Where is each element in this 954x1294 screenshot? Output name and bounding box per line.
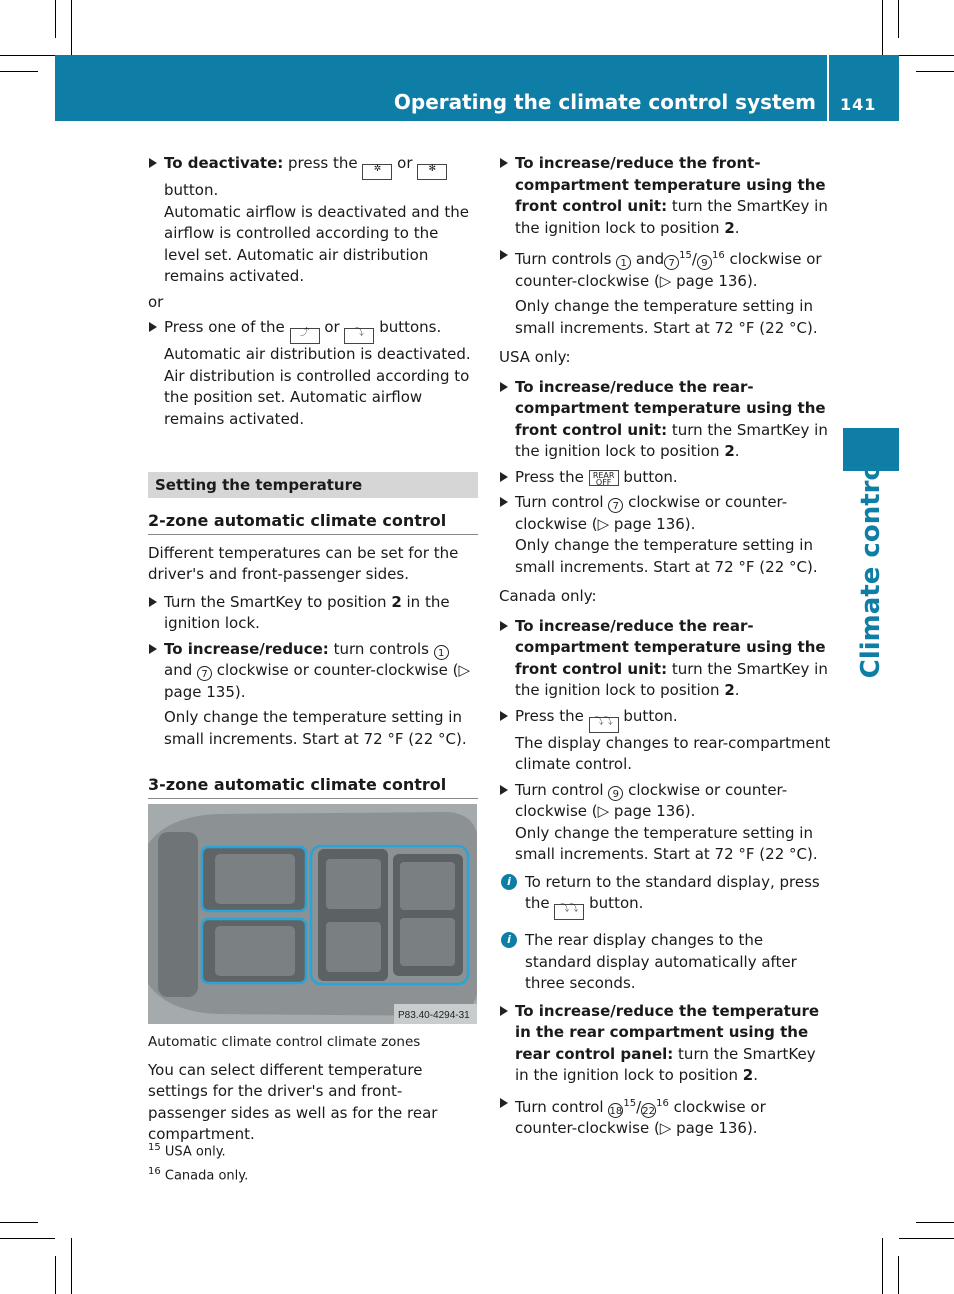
- crop-mark: [0, 71, 38, 72]
- side-tab-label: Climate control: [856, 453, 886, 679]
- control-callout: 1: [616, 255, 631, 270]
- fan-auto-icon: ✲: [362, 164, 392, 180]
- increment-note: Only change the temperature setting in small increments. Start at 72 °F (22 °C).: [515, 536, 818, 576]
- press-rear-step: Press the REAR OFF button.: [499, 467, 831, 489]
- crop-mark: [0, 1238, 55, 1239]
- crop-mark: [882, 0, 883, 55]
- press-step: Press one of the ⤴ or ⤵ buttons.: [148, 317, 478, 344]
- crop-mark: [899, 1238, 954, 1239]
- control-callout: 22: [641, 1103, 656, 1118]
- or-word: or: [148, 292, 164, 311]
- rear-panel-step: To increase/reduce the temperature in the rear compartment using the rear control panel: turn the SmartKey in the ignition lock to position 2.: [499, 1001, 831, 1087]
- climate-zones-figure: [148, 804, 477, 1024]
- deactivate-description: Automatic airflow is deactivated and the airflow is controlled according to the level set. Automatic air distribution remains activated.: [164, 202, 469, 285]
- three-zone-text: You can select different temperature settings for the driver's and front-passenger sides as well as for the rear compartment.: [148, 1060, 438, 1143]
- car-top-view-image: [148, 804, 477, 1024]
- rear-display-button-icon: ⤵⤵: [589, 717, 619, 733]
- three-zone-heading: 3-zone automatic climate control: [148, 774, 478, 799]
- crop-mark: [882, 1238, 883, 1294]
- crop-mark: [916, 1222, 954, 1223]
- left-column-lower: [148, 1032, 478, 1146]
- crop-mark: [898, 0, 899, 38]
- header-divider: [827, 55, 829, 121]
- crop-mark: [55, 1256, 56, 1294]
- crop-mark: [71, 0, 72, 55]
- turn-control-9-step: Turn control 9 clockwise or counter-clockwise (▷ page 136).: [499, 780, 831, 823]
- display-changes-note: The display changes to rear-compartment climate control.: [515, 733, 831, 773]
- turn-control-7-step: Turn control 7 clockwise or counter-clockwise (▷ page 136).: [499, 492, 831, 535]
- section-heading: Setting the temperature: [148, 472, 478, 498]
- air-distribution-down-icon: ⤵: [344, 328, 374, 344]
- increment-note: Only change the temperature setting in small increments. Start at 72 °F (22 °C).: [515, 823, 818, 863]
- crop-mark: [916, 71, 954, 72]
- turn-control-18-step: Turn control $18^{15}/22^{16}$ clockwise or counter-clockwise (▷ page 136).: [499, 1093, 831, 1140]
- crop-mark: [55, 0, 56, 38]
- crop-mark: [71, 1238, 72, 1294]
- footnote: $^{15}$ USA only.: [148, 1142, 226, 1160]
- control-callout: 7: [197, 666, 212, 681]
- page-number: 141: [840, 95, 877, 114]
- two-zone-intro: Different temperatures can be set for the driver's and front-passenger sides.: [148, 543, 459, 583]
- turn-key-step: Turn the SmartKey to position 2 in the ignition lock.: [148, 592, 478, 635]
- control-callout: 7: [608, 498, 623, 513]
- fan-icon: ✻: [417, 164, 447, 180]
- left-column: [148, 153, 478, 799]
- increase-step: To increase/reduce: turn controls 1 and 7 clockwise or counter-clockwise (▷ page 135).: [148, 639, 478, 704]
- canada-only-label: Canada only:: [499, 587, 597, 605]
- deactivate-step: To deactivate: press the ✲ or ✻ button.: [148, 153, 478, 202]
- usa-rear-step: To increase/reduce the rear-compartment temperature using the front control unit: turn the SmartKey in the ignition lock to position 2.: [499, 377, 831, 463]
- figure-code: P83.40-4294-31: [398, 1010, 470, 1021]
- press-rear-display-step: Press the ⤵⤵ button.: [499, 706, 831, 733]
- control-callout: 1: [434, 645, 449, 660]
- usa-only-label: USA only:: [499, 348, 571, 366]
- footnotes: [148, 1138, 248, 1187]
- control-callout: 9: [608, 786, 623, 801]
- rear-display-button-icon: ⤵⤵: [554, 904, 584, 920]
- press-description: Automatic air distribution is deactivated. Air distribution is controlled according to the position set. Automatic airflow remains activated.: [164, 345, 471, 428]
- increment-note: Only change the temperature setting in small increments. Start at 72 °F (22 °C).: [164, 708, 467, 748]
- rear-off-button-icon: REAR OFF: [589, 470, 619, 486]
- crop-mark: [0, 1222, 38, 1223]
- control-callout: 18: [608, 1103, 623, 1118]
- info-note: i The rear display changes to the standard display automatically after three seconds.: [499, 930, 831, 995]
- two-zone-heading: 2-zone automatic climate control: [148, 510, 478, 535]
- info-icon: i: [501, 932, 517, 948]
- crop-mark: [899, 55, 954, 56]
- page-title: Operating the climate control system: [393, 90, 816, 114]
- control-callout: 9: [697, 255, 712, 270]
- canada-rear-step: To increase/reduce the rear-compartment temperature using the front control unit: turn the SmartKey in the ignition lock to position 2.: [499, 616, 831, 702]
- air-distribution-up-icon: ⤴: [290, 328, 320, 344]
- control-callout: 7: [664, 255, 679, 270]
- increment-note: Only change the temperature setting in small increments. Start at 72 °F (22 °C).: [515, 297, 818, 337]
- info-note: i To return to the standard display, press the ⤵⤵ button.: [499, 872, 831, 921]
- info-icon: i: [501, 874, 517, 890]
- crop-mark: [898, 1256, 899, 1294]
- turn-controls-step: Turn controls 1 and $7^{15}/$ $9^{16}$ clockwise or counter-clockwise (▷ page 136).: [499, 245, 831, 292]
- front-compartment-step: To increase/reduce the front-compartment temperature using the front control unit: turn the SmartKey in the ignition lock to position 2.: [499, 153, 831, 239]
- footnote: $^{16}$ Canada only.: [148, 1166, 249, 1184]
- figure-caption: Automatic climate control climate zones: [148, 1034, 421, 1050]
- right-column: [499, 153, 831, 1140]
- crop-mark: [0, 55, 55, 56]
